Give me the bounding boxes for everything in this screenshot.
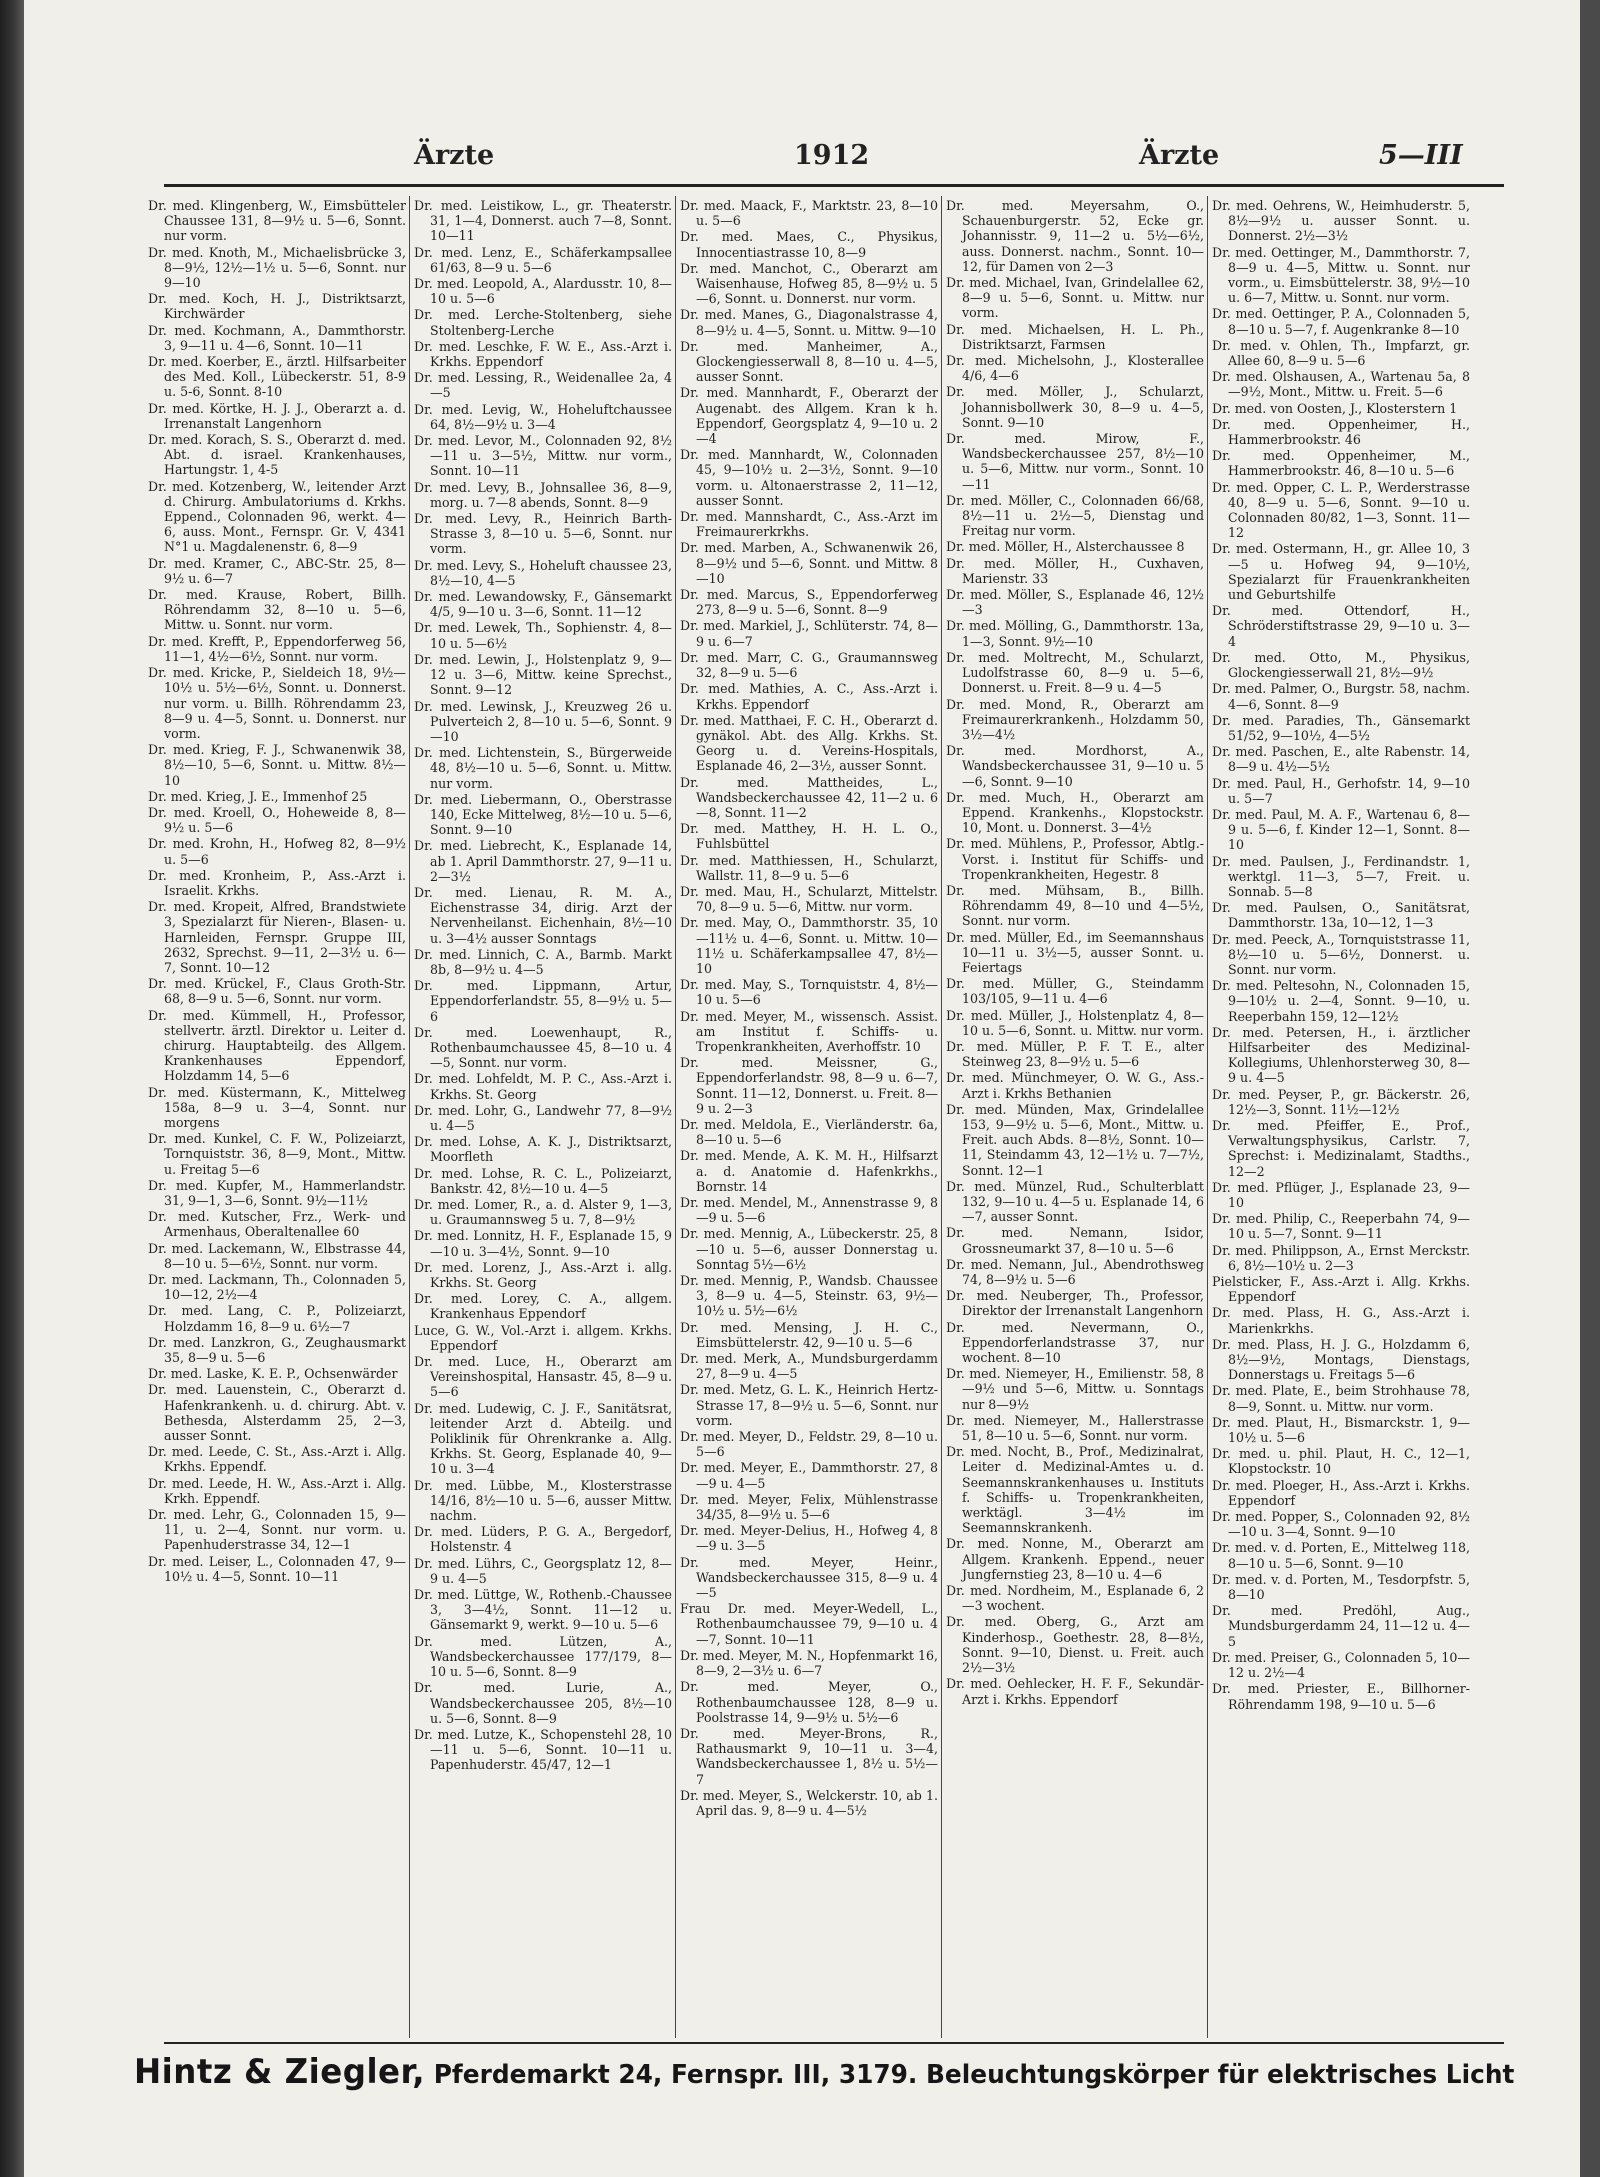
directory-entry: Dr. med. Loewenhaupt, R., Rothenbaumchaussee 45, 8—10 u. 4—5, Sonnt. nur vorm. bbox=[414, 1024, 672, 1071]
directory-entry: Dr. med. v. d. Porten, M., Tesdorpfstr. 5, 8—10 bbox=[1212, 1571, 1470, 1603]
directory-entry: Dr. med. Leschke, F. W. E., Ass.-Arzt i. Krkhs. Eppendorf bbox=[414, 338, 672, 370]
directory-entry: Dr. med. Krause, Robert, Billh. Röhrendamm 32, 8—10 u. 5—6, Mittw. u. Sonnt. nur vorm. bbox=[148, 587, 406, 633]
directory-entry: Dr. med. Mennig, A., Lübeckerstr. 25, 8—10 u. 5—6, ausser Donnerstag u. Sonntag 5½—6½ bbox=[680, 1226, 938, 1272]
directory-entry: Dr. med. Meyer, D., Feldstr. 29, 8—10 u. 5—6 bbox=[680, 1429, 938, 1460]
directory-entry: Dr. med. Korach, S. S., Oberarzt d. med. Abt. d. israel. Krankenhauses, Hartungstr. 1, 4-5 bbox=[148, 432, 406, 478]
directory-entry: Dr. med. Plate, E., beim Strohhause 78, 8—9, Sonnt. u. Mittw. nur vorm. bbox=[1212, 1383, 1470, 1414]
directory-entry: Dr. med. Plass, H. J. G., Holzdamm 6, 8½—9½, Montags, Dienstags, Donnerstags u. Freitags 5—6 bbox=[1212, 1336, 1470, 1383]
directory-entry: Dr. med. Müller, G., Steindamm 103/105, 9—11 u. 4—6 bbox=[946, 976, 1204, 1007]
directory-entry: Dr. med. Marben, A., Schwanenwik 26, 8—9½ und 5—6, Sonnt. und Mittw. 8—10 bbox=[680, 540, 938, 586]
directory-entry: Dr. med. Palmer, O., Burgstr. 58, nachm. 4—6, Sonnt. 8—9 bbox=[1212, 681, 1470, 712]
directory-entry: Dr. med. Kronheim, P., Ass.-Arzt i. Israelit. Krkhs. bbox=[148, 867, 406, 898]
directory-entry: Dr. med. Leede, C. St., Ass.-Arzt i. Allg. Krkhs. Eppendf. bbox=[148, 1444, 406, 1475]
directory-entry: Dr. med. Pflüger, J., Esplanade 23, 9—10 bbox=[1212, 1179, 1470, 1210]
directory-entry: Dr. med. Koch, H. J., Distriktsarzt, Kirchwärder bbox=[148, 291, 406, 322]
directory-entry: Dr. med. Münchmeyer, O. W. G., Ass.-Arzt i. Krkhs Bethanien bbox=[946, 1070, 1204, 1101]
directory-entry: Dr. med. Plass, H. G., Ass.-Arzt i. Marienkrkhs. bbox=[1212, 1305, 1470, 1336]
directory-entry: Dr. med. Philip, C., Reeperbahn 74, 9—10 u. 5—7, Sonnt. 9—11 bbox=[1212, 1211, 1470, 1242]
directory-entry: Dr. med. Mannshardt, C., Ass.-Arzt im Freimaurerkrkhs. bbox=[680, 509, 938, 540]
directory-entry: Dr. med. Nocht, B., Prof., Medizinalrat, Leiter d. Medizinal-Amtes u. d. Seemannskrankenhauses u. Instituts f. Schiffs- u. Tropenkrankheiten, werktägl. 3—4½ im Seemannskrankenh. bbox=[946, 1444, 1204, 1536]
directory-entry: Dr. med. Mathies, A. C., Ass.-Arzt i. Krkhs. Eppendorf bbox=[680, 681, 938, 712]
directory-entry: Dr. med. Müller, P. F. T. E., alter Steinweg 23, 8—9½ u. 5—6 bbox=[946, 1038, 1204, 1070]
directory-entry: Dr. med. Oehrens, W., Heimhuderstr. 5, 8½—9½ u. ausser Sonnt. u. Donnerst. 2½—3½ bbox=[1212, 198, 1470, 244]
directory-entry: Dr. med. Küstermann, K., Mittelweg 158a, 8—9 u. 3—4, Sonnt. nur morgens bbox=[148, 1084, 406, 1130]
directory-entry: Dr. med. Kochmann, A., Dammthorstr. 3, 9—11 u. 4—6, Sonnt. 10—11 bbox=[148, 322, 406, 353]
directory-entry: Dr. med. Paulsen, O., Sanitätsrat, Dammthorstr. 13a, 10—12, 1—3 bbox=[1212, 900, 1470, 931]
column-2 bbox=[414, 198, 672, 2038]
directory-entry: Dr. med. Levy, R., Heinrich Barth-Strasse 3, 8—10 u. 5—6, Sonnt. nur vorm. bbox=[414, 511, 672, 557]
directory-entry: Dr. med. v. Ohlen, Th., Impfarzt, gr. Allee 60, 8—9 u. 5—6 bbox=[1212, 337, 1470, 369]
directory-entry: Dr. med. v. d. Porten, E., Mittelweg 118, 8—10 u. 5—6, Sonnt. 9—10 bbox=[1212, 1540, 1470, 1571]
directory-entry: Dr. med. May, S., Tornquiststr. 4, 8½—10 u. 5—6 bbox=[680, 977, 938, 1008]
header-rule bbox=[164, 184, 1504, 187]
directory-entry: Dr. med. Meyer, M., wissensch. Assist. am Institut f. Schiffs- u. Tropenkrankheiten, Averhoffstr. 10 bbox=[680, 1008, 938, 1054]
directory-entry: Dr. med. Philippson, A., Ernst Merckstr. 6, 8½—10½ u. 2—3 bbox=[1212, 1242, 1470, 1273]
directory-entry: Dr. med. Michael, Ivan, Grindelallee 62, 8—9 u. 5—6, Sonnt. u. Mittw. nur vorm. bbox=[946, 275, 1204, 321]
directory-entry: Dr. med. Michelsohn, J., Klosterallee 4/6, 4—6 bbox=[946, 353, 1204, 384]
footer-rule bbox=[164, 2042, 1504, 2044]
directory-entry: Dr. med. Pfeiffer, E., Prof., Verwaltungsphysikus, Carlstr. 7, Sprechst: i. Medizinalamt, Stadths., 12—2 bbox=[1212, 1117, 1470, 1179]
directory-entry: Dr. med. Krückel, F., Claus Groth-Str. 68, 8—9 u. 5—6, Sonnt. nur vorm. bbox=[148, 976, 406, 1007]
directory-entry: Dr. med. Lewinsk, J., Kreuzweg 26 u. Pulverteich 2, 8—10 u. 5—6, Sonnt. 9—10 bbox=[414, 698, 672, 744]
directory-entry: Dr. med. Otto, M., Physikus, Glockengiesserwall 21, 8½—9½ bbox=[1212, 649, 1470, 681]
directory-entry: Dr. med. Körtke, H. J. J., Oberarzt a. d. Irrenanstalt Langenhorn bbox=[148, 400, 406, 431]
directory-entry: Dr. med. Oberg, G., Arzt am Kinderhosp., Goethestr. 28, 8—8½, Sonnt. 9—10, Dienst. u. Freit. auch 2½—3½ bbox=[946, 1614, 1204, 1676]
directory-entry: Dr. med. Lohfeldt, M. P. C., Ass.-Arzt i. Krkhs. St. Georg bbox=[414, 1071, 672, 1102]
directory-entry: Dr. med. Lackemann, W., Elbstrasse 44, 8—10 u. 5—6½, Sonnt. nur vorm. bbox=[148, 1240, 406, 1271]
directory-entry: Dr. med. Manheimer, A., Glockengiesserwall 8, 8—10 u. 4—5, ausser Sonnt. bbox=[680, 338, 938, 385]
directory-entry: Dr. med. Möller, J., Schularzt, Johannisbollwerk 30, 8—9 u. 4—5, Sonnt. 9—10 bbox=[946, 384, 1204, 430]
directory-entry: Dr. med. Moltrecht, M., Schularzt, Ludolfstrasse 60, 8—9 u. 5—6, Donnerst. u. Freit. 8—9 u. 4—5 bbox=[946, 649, 1204, 696]
directory-entry: Dr. med. Kropeit, Alfred, Brandstwiete 3, Spezialarzt für Nieren-, Blasen- u. Harnleiden, Fernspr. Gruppe III, 2632, Sprechst. 9—11, 2—3½ u. 6—7, Sonnt. 10—12 bbox=[148, 899, 406, 975]
directory-entry: Dr. med. Ostermann, H., gr. Allee 10, 3—5 u. Hofweg 94, 9—10½, Spezialarzt für Frauenkrankheiten und Geburtshilfe bbox=[1212, 541, 1470, 603]
directory-entry: Dr. med. May, O., Dammthorstr. 35, 10—11½ u. 4—6, Sonnt. u. Mittw. 10—11½ u. Schäferkampsallee 47, 8½—10 bbox=[680, 915, 938, 976]
directory-entry: Dr. med. Klingenberg, W., Eimsbütteler Chaussee 131, 8—9½ u. 5—6, Sonnt. nur vorm. bbox=[148, 198, 406, 244]
directory-entry: Dr. med. Meissner, G., Eppendorferlandstr. 98, 8—9 u. 6—7, Sonnt. 11—12, Donnerst. u. Freit. 8—9 u. 2—3 bbox=[680, 1055, 938, 1116]
directory-entry: Dr. med. Paul, M. A. F., Wartenau 6, 8—9 u. 5—6, f. Kinder 12—1, Sonnt. 8—10 bbox=[1212, 806, 1470, 853]
directory-entry: Dr. med. Manchot, C., Oberarzt am Waisenhause, Hofweg 85, 8—9½ u. 5—6, Sonnt. u. Donnerst. nur vorm. bbox=[680, 260, 938, 307]
directory-entry: Dr. med. Lewek, Th., Sophienstr. 4, 8—10 u. 5—6½ bbox=[414, 620, 672, 651]
directory-entry: Dr. med. Nonne, M., Oberarzt am Allgem. Krankenh. Eppend., neuer Jungfernstieg 23, 8—10 u. 4—6 bbox=[946, 1536, 1204, 1582]
directory-entry: Dr. med. Mölling, G., Dammthorstr. 13a, 1—3, Sonnt. 9½—10 bbox=[946, 618, 1204, 649]
directory-entry: Dr. med. Paul, H., Gerhofstr. 14, 9—10 u. 5—7 bbox=[1212, 775, 1470, 806]
directory-entry: Dr. med. Krieg, F. J., Schwanenwik 38, 8½—10, 5—6, Sonnt. u. Mittw. 8½—10 bbox=[148, 742, 406, 788]
directory-entry: Dr. med. Meyer, S., Welckerstr. 10, ab 1. April das. 9, 8—9 u. 4—5½ bbox=[680, 1787, 938, 1818]
directory-entry: Dr. med. Kunkel, C. F. W., Polizeiarzt, Tornquiststr. 36, 8—9, Mont., Mittw. u. Freitag 5—6 bbox=[148, 1131, 406, 1177]
directory-entry: Dr. med. Kutscher, Frz., Werk- und Armenhaus, Oberaltenallee 60 bbox=[148, 1209, 406, 1240]
directory-entry: Dr. med. Kupfer, M., Hammerlandstr. 31, 9—1, 3—6, Sonnt. 9½—11½ bbox=[148, 1177, 406, 1208]
directory-entry: Dr. med. Möller, S., Esplanade 46, 12½—3 bbox=[946, 587, 1204, 618]
directory-entry: Dr. med. Lührs, C., Georgsplatz 12, 8—9 u. 4—5 bbox=[414, 1555, 672, 1586]
directory-entry: Dr. med. Levy, B., Johnsallee 36, 8—9, morg. u. 7—8 abends, Sonnt. 8—9 bbox=[414, 479, 672, 510]
directory-entry: Dr. med. Plaut, H., Bismarckstr. 1, 9—10½ u. 5—6 bbox=[1212, 1414, 1470, 1446]
directory-entry: Dr. med. Merk, A., Mundsburgerdamm 27, 8—9 u. 4—5 bbox=[680, 1351, 938, 1382]
directory-entry: Dr. med. Krefft, P., Eppendorferweg 56, 11—1, 4½—6½, Sonnt. nur vorm. bbox=[148, 633, 406, 664]
directory-entry: Dr. med. Linnich, C. A., Barmb. Markt 8b, 8—9½ u. 4—5 bbox=[414, 946, 672, 977]
header-year: 1912 bbox=[794, 140, 870, 171]
advertisement-text: Pferdemarkt 24, Fernspr. III, 3179. Beleuchtungskörper für elektrisches Licht bbox=[425, 2060, 1515, 2090]
directory-entry: Dr. med. Oehlecker, H. F. F., Sekundär-Arzt i. Krkhs. Eppendorf bbox=[946, 1676, 1204, 1707]
directory-entry: Dr. med. Lackmann, Th., Colonnaden 5, 10—12, 2½—4 bbox=[148, 1272, 406, 1303]
directory-entry: Dr. med. Meyer-Delius, H., Hofweg 4, 8—9 u. 3—5 bbox=[680, 1523, 938, 1554]
directory-entry: Dr. med. Liebermann, O., Oberstrasse 140, Ecke Mittelweg, 8½—10 u. 5—6, Sonnt. 9—10 bbox=[414, 791, 672, 838]
directory-entry: Dr. med. Knoth, M., Michaelisbrücke 3, 8—9½, 12½—1½ u. 5—6, Sonnt. nur 9—10 bbox=[148, 244, 406, 291]
directory-entry: Dr. med. u. phil. Plaut, H. C., 12—1, Klopstockstr. 10 bbox=[1212, 1446, 1470, 1477]
header-section-title-right: Ärzte bbox=[1139, 140, 1220, 171]
directory-entry: Dr. med. Mende, A. K. M. H., Hilfsarzt a. d. Anatomie d. Hafenkrkhs., Bornstr. 14 bbox=[680, 1148, 938, 1194]
directory-entry: Dr. med. Lomer, R., a. d. Alster 9, 1—3, u. Graumannsweg 5 u. 7, 8—9½ bbox=[414, 1197, 672, 1228]
directory-entry: Dr. med. Levor, M., Colonnaden 92, 8½—11 u. 3—5½, Mittw. nur vorm., Sonnt. 10—11 bbox=[414, 433, 672, 479]
directory-entry: Dr. med. Neuberger, Th., Professor, Direktor der Irrenanstalt Langenhorn bbox=[946, 1288, 1204, 1319]
directory-entry: Dr. med. Oettinger, M., Dammthorstr. 7, 8—9 u. 4—5, Mittw. u. Sonnt. nur vorm., u. Eimsbüttelerstr. 38, 9½—10 u. 6—7, Mittw. u. Sonnt. nur vorm. bbox=[1212, 244, 1470, 306]
directory-entry: Dr. med. Metz, G. L. K., Heinrich Hertz-Strasse 17, 8—9½ u. 5—6, Sonnt. nur vorm. bbox=[680, 1382, 938, 1428]
advertisement-banner bbox=[134, 2052, 1515, 2092]
directory-entry: Dr. med. Meyersahm, O., Schauenburgerstr. 52, Ecke gr. Johannisstr. 9, 11—2 u. 5½—6½, auss. Donnerst. nachm., Sonnt. 10—12, für Damen von 2—3 bbox=[946, 198, 1204, 274]
column-4 bbox=[946, 198, 1204, 2038]
directory-entry: Dr. med. Mond, R., Oberarzt am Freimaurerkrankenh., Holzdamm 50, 3½—4½ bbox=[946, 696, 1204, 742]
directory-entry: Dr. med. Lenz, E., Schäferkampsallee 61/63, 8—9 u. 5—6 bbox=[414, 244, 672, 275]
column-divider bbox=[941, 196, 942, 2038]
column-divider bbox=[675, 196, 676, 2038]
directory-entry: Dr. med. Maack, F., Marktstr. 23, 8—10 u. 5—6 bbox=[680, 198, 938, 229]
directory-entry: Dr. med. Marr, C. G., Graumannsweg 32, 8—9 u. 5—6 bbox=[680, 649, 938, 681]
page-header bbox=[24, 140, 1580, 180]
directory-entry: Frau Dr. med. Meyer-Wedell, L., Rothenbaumchaussee 79, 9—10 u. 4—7, Sonnt. 10—11 bbox=[680, 1601, 938, 1647]
directory-entry: Dr. med. Lonnitz, H. F., Esplanade 15, 9—10 u. 3—4½, Sonnt. 9—10 bbox=[414, 1228, 672, 1259]
directory-entry: Dr. med. Mau, H., Schularzt, Mittelstr. 70, 8—9 u. 5—6, Mittw. nur vorm. bbox=[680, 883, 938, 915]
directory-entry: Dr. med. Möller, C., Colonnaden 66/68, 8½—11 u. 2½—5, Dienstag und Freitag nur vorm. bbox=[946, 492, 1204, 539]
directory-entry: Dr. med. Lerche-Stoltenberg, siehe Stoltenberg-Lerche bbox=[414, 307, 672, 338]
directory-entry: Dr. med. Lichtenstein, S., Bürgerweide 48, 8½—10 u. 5—6, Sonnt. u. Mittw. nur vorm. bbox=[414, 745, 672, 791]
directory-entry: Dr. med. Niemeyer, H., Emilienstr. 58, 8—9½ und 5—6, Mittw. u. Sonntags nur 8—9½ bbox=[946, 1366, 1204, 1412]
directory-entry: Dr. med. Michaelsen, H. L. Ph., Distriktsarzt, Farmsen bbox=[946, 321, 1204, 352]
directory-entry: Dr. med. Kramer, C., ABC-Str. 25, 8—9½ u. 6—7 bbox=[148, 555, 406, 586]
directory-entry: Dr. med. Paulsen, J., Ferdinandstr. 1, werktgl. 11—3, 5—7, Freit. u. Sonnab. 5—8 bbox=[1212, 853, 1470, 899]
directory-entry: Dr. med. Mensing, J. H. C., Eimsbüttelerstr. 42, 9—10 u. 5—6 bbox=[680, 1319, 938, 1350]
directory-entry: Dr. med. Kotzenberg, W., leitender Arzt d. Chirurg. Ambulatoriums d. Krkhs. Eppend., Colonnaden 96, werkt. 4—6, auss. Mont., Fernspr. Gr. V, 4341 N°1 u. Magdalenenstr. 6, 8—9 bbox=[148, 478, 406, 555]
directory-entry: Dr. med. Leede, H. W., Ass.-Arzt i. Allg. Krkh. Eppendf. bbox=[148, 1475, 406, 1506]
directory-entry: Dr. med. Müller, J., Holstenplatz 4, 8—10 u. 5—6, Sonnt. u. Mittw. nur vorm. bbox=[946, 1007, 1204, 1038]
directory-entry: Dr. med. Lauenstein, C., Oberarzt d. Hafenkrankenh. u. d. chirurg. Abt. v. Bethesda, Alsterdamm 25, 2—3, ausser Sonnt. bbox=[148, 1382, 406, 1444]
directory-entry: Dr. med. Liebrecht, K., Esplanade 14, ab 1. April Dammthorstr. 27, 9—11 u. 2—3½ bbox=[414, 838, 672, 884]
directory-entry: Dr. med. Ploeger, H., Ass.-Arzt i. Krkhs. Eppendorf bbox=[1212, 1477, 1470, 1508]
directory-entry: Dr. med. Mühsam, B., Billh. Röhrendamm 49, 8—10 und 4—5½, Sonnt. nur vorm. bbox=[946, 882, 1204, 929]
directory-entry: Dr. med. Nordheim, M., Esplanade 6, 2—3 wochent. bbox=[946, 1583, 1204, 1614]
directory-entry: Dr. med. Kricke, P., Sieldeich 18, 9½—10½ u. 5½—6½, Sonnt. u. Donnerst. nur vorm. u. Billh. Röhrendamm 23, 8—9 u. 4—5, Sonnt. u. Donnerst. nur vorm. bbox=[148, 665, 406, 741]
directory-entry: Dr. med. Mannhardt, W., Colonnaden 45, 9—10½ u. 2—3½, Sonnt. 9—10 vorm. u. Altonaerstrasse 2, 11—12, ausser Sonnt. bbox=[680, 447, 938, 508]
directory-entry: Dr. med. Olshausen, A., Wartenau 5a, 8—9½, Mont., Mittw. u. Freit. 5—6 bbox=[1212, 369, 1470, 400]
directory-entry: Dr. med. Krohn, H., Hofweg 82, 8—9½ u. 5—6 bbox=[148, 836, 406, 867]
directory-entry: Dr. med. Oppenheimer, M., Hammerbrookstr. 46, 8—10 u. 5—6 bbox=[1212, 448, 1470, 479]
column-1 bbox=[148, 198, 406, 2038]
directory-entry: Dr. med. Meyer-Brons, R., Rathausmarkt 9, 10—11 u. 3—4, Wandsbeckerchaussee 1, 8½ u. 5½—7 bbox=[680, 1725, 938, 1787]
directory-entry: Dr. med. Peyser, P., gr. Bäckerstr. 26, 12½—3, Sonnt. 11½—12½ bbox=[1212, 1086, 1470, 1117]
directory-entry: Dr. med. Lienau, R. M. A., Eichenstrasse 34, dirig. Arzt der Nervenheilanst. Eichenhain, 8½—10 u. 3—4½ ausser Sonntags bbox=[414, 884, 672, 946]
directory-entry: Dr. med. Lüttge, W., Rothenb.-Chaussee 3, 3—4½, Sonnt. 11—12 u. Gänsemarkt 9, werkt. 9—10 u. 5—6 bbox=[414, 1587, 672, 1633]
directory-entry: Dr. med. Nevermann, O., Eppendorferlandstrasse 37, nur wochent. 8—10 bbox=[946, 1319, 1204, 1366]
directory-entry: Dr. med. Lang, C. P., Polizeiarzt, Holzdamm 16, 8—9 u. 6½—7 bbox=[148, 1303, 406, 1334]
directory-entry: Dr. med. Matthiessen, H., Schularzt, Wallstr. 11, 8—9 u. 5—6 bbox=[680, 852, 938, 883]
directory-entry: Dr. med. Leistikow, L., gr. Theaterstr. 31, 1—4, Donnerst. auch 7—8, Sonnt. 10—11 bbox=[414, 198, 672, 244]
directory-entry: Dr. med. Oettinger, P. A., Colonnaden 5, 8—10 u. 5—7, f. Augenkranke 8—10 bbox=[1212, 306, 1470, 337]
directory-entry: Dr. med. Nemann, Isidor, Grossneumarkt 37, 8—10 u. 5—6 bbox=[946, 1225, 1204, 1256]
directory-entry: Dr. med. Priester, E., Billhorner-Röhrendamm 198, 9—10 u. 5—6 bbox=[1212, 1681, 1470, 1712]
directory-entry: Dr. med. Kroell, O., Hoheweide 8, 8—9½ u. 5—6 bbox=[148, 804, 406, 836]
directory-entry: Dr. med. Mirow, F., Wandsbeckerchaussee 257, 8½—10 u. 5—6, Mittw. nur vorm., Sonnt. 10—11 bbox=[946, 431, 1204, 492]
directory-entry: Dr. med. Manes, G., Diagonalstrasse 4, 8—9½ u. 4—5, Sonnt. u. Mittw. 9—10 bbox=[680, 307, 938, 338]
directory-entry: Dr. med. Niemeyer, M., Hallerstrasse 51, 8—10 u. 5—6, Sonnt. nur vorm. bbox=[946, 1412, 1204, 1444]
directory-entry: Dr. med. Opper, C. L. P., Werderstrasse 40, 8—9 u. 5—6, Sonnt. 9—10 u. Colonnaden 80/82, 1—3, Sonnt. 11—12 bbox=[1212, 479, 1470, 541]
directory-entry: Dr. med. Nemann, Jul., Abendrothsweg 74, 8—9½ u. 5—6 bbox=[946, 1256, 1204, 1288]
directory-entry: Dr. med. Münzel, Rud., Schulterblatt 132, 9—10 u. 4—5 u. Esplanade 14, 6—7, ausser Sonnt. bbox=[946, 1178, 1204, 1225]
directory-entry: Dr. med. Lurie, A., Wandsbeckerchaussee 205, 8½—10 u. 5—6, Sonnt. 8—9 bbox=[414, 1680, 672, 1726]
column-5 bbox=[1212, 198, 1470, 2038]
directory-entry: Dr. med. Maes, C., Physikus, Innocentiastrasse 10, 8—9 bbox=[680, 229, 938, 260]
directory-entry: Dr. med. Lorey, C. A., allgem. Krankenhaus Eppendorf bbox=[414, 1291, 672, 1322]
column-divider bbox=[1207, 196, 1208, 2038]
directory-entry: Dr. med. Lehr, G., Colonnaden 15, 9—11, u. 2—4, Sonnt. nur vorm. u. Papenhuderstrasse 34, 12—1 bbox=[148, 1507, 406, 1553]
directory-entry: Dr. med. Meyer, E., Dammthorstr. 27, 8—9 u. 4—5 bbox=[680, 1460, 938, 1491]
directory-entry: Dr. med. Marcus, S., Eppendorferweg 273, 8—9 u. 5—6, Sonnt. 8—9 bbox=[680, 587, 938, 618]
directory-entry: Dr. med. Levig, W., Hoheluftchaussee 64, 8½—9½ u. 3—4 bbox=[414, 401, 672, 432]
directory-entry: Dr. med. Lippmann, Artur, Eppendorferlandstr. 55, 8—9½ u. 5—6 bbox=[414, 978, 672, 1024]
directory-entry: Dr. med. Lohr, G., Landwehr 77, 8—9½ u. 4—5 bbox=[414, 1102, 672, 1133]
directory-entry: Dr. med. Meyer, Felix, Mühlenstrasse 34/35, 8—9½ u. 5—6 bbox=[680, 1491, 938, 1523]
directory-entry: Dr. med. Mendel, M., Annenstrasse 9, 8—9 u. 5—6 bbox=[680, 1195, 938, 1226]
directory-entry: Dr. med. Much, H., Oberarzt am Eppend. Krankenhs., Klopstockstr. 10, Mont. u. Donnerst. 3—4½ bbox=[946, 789, 1204, 836]
directory-entry: Dr. med. Laske, K. E. P., Ochsenwärder bbox=[148, 1366, 398, 1382]
advertiser-name: Hintz & Ziegler, bbox=[134, 2052, 426, 2092]
directory-entry: Dr. med. Müller, Ed., im Seemannshaus 10—11 u. 3½—5, ausser Sonnt. u. Feiertags bbox=[946, 929, 1204, 975]
directory-entry: Dr. med. Paschen, E., alte Rabenstr. 14, 8—9 u. 4½—5½ bbox=[1212, 744, 1470, 775]
directory-entry: Dr. med. Lutze, K., Schopenstehl 28, 10—11 u. 5—6, Sonnt. 10—11 u. Papenhuderstr. 45/47, 12—1 bbox=[414, 1726, 672, 1773]
directory-entry: Dr. med. Leiser, L., Colonnaden 47, 9—10½ u. 4—5, Sonnt. 10—11 bbox=[148, 1553, 406, 1584]
directory-entry: Dr. med. Levy, S., Hoheluft chaussee 23, 8½—10, 4—5 bbox=[414, 557, 672, 588]
directory-entry: Dr. med. Lessing, R., Weidenallee 2a, 4—5 bbox=[414, 370, 672, 401]
directory-entry: Dr. med. Popper, S., Colonnaden 92, 8½—10 u. 3—4, Sonnt. 9—10 bbox=[1212, 1509, 1470, 1540]
directory-entry: Dr. med. Ludewig, C. J. F., Sanitätsrat, leitender Arzt d. Abteilg. und Poliklinik für Ohrenkranke a. Allg. Krkhs. St. Georg, Esplanade 40, 9—10 u. 3—4 bbox=[414, 1400, 672, 1477]
directory-page bbox=[24, 0, 1580, 2177]
directory-entry: Dr. med. Ottendorf, H., Schröderstiftstrasse 29, 9—10 u. 3—4 bbox=[1212, 603, 1470, 649]
directory-entry: Dr. med. Oppenheimer, H., Hammerbrookstr. 46 bbox=[1212, 416, 1470, 448]
directory-entry: Dr. med. Kümmell, H., Professor, stellvertr. ärztl. Direktor u. Leiter d. chirurg. Hauptabteilg. des Allgem. Krankenhauses Eppendorf, Holzdamm 14, 5—6 bbox=[148, 1007, 406, 1084]
column-3 bbox=[680, 198, 938, 2038]
directory-entry: Dr. med. Lübbe, M., Klosterstrasse 14/16, 8½—10 u. 5—6, ausser Mittw. nachm. bbox=[414, 1477, 672, 1524]
directory-entry: Dr. med. Luce, H., Oberarzt am Vereinshospital, Hansastr. 45, 8—9 u. 5—6 bbox=[414, 1354, 672, 1400]
directory-entry: Dr. med. Petersen, H., i. ärztlicher Hilfsarbeiter des Medizinal-Kollegiums, Uhlenhorsterweg 30, 8—9 u. 4—5 bbox=[1212, 1024, 1470, 1086]
directory-entry: Dr. med. Meldola, E., Vierländerstr. 6a, 8—10 u. 5—6 bbox=[680, 1116, 938, 1148]
directory-entry: Pielsticker, F., Ass.-Arzt i. Allg. Krkhs. Eppendorf bbox=[1212, 1274, 1470, 1305]
directory-entry: Dr. med. Lüders, P. G. A., Bergedorf, Holstenstr. 4 bbox=[414, 1524, 672, 1555]
directory-entry: Dr. med. Lorenz, J., Ass.-Arzt i. allg. Krkhs. St. Georg bbox=[414, 1259, 672, 1291]
book-binding-edge bbox=[0, 0, 24, 2177]
directory-entry: Dr. med. Mordhorst, A., Wandsbeckerchaussee 31, 9—10 u. 5—6, Sonnt. 9—10 bbox=[946, 743, 1204, 789]
directory-entry: Dr. med. Lohse, R. C. L., Polizeiarzt, Bankstr. 42, 8½—10 u. 4—5 bbox=[414, 1165, 672, 1196]
directory-entry: Dr. med. Lewin, J., Holstenplatz 9, 9—12 u. 3—6, Mittw. keine Sprechst., Sonnt. 9—12 bbox=[414, 651, 672, 698]
directory-entry: Dr. med. Matthaei, F. C. H., Oberarzt d. gynäkol. Abt. des Allg. Krkhs. St. Georg u. d. Vereins-Hospitals, Esplanade 46, 2—3½, ausser Sonnt. bbox=[680, 712, 938, 774]
directory-entry: Dr. med. Mühlens, P., Professor, Abtlg.-Vorst. i. Institut für Schiffs- und Tropenkrankheiten, Hegestr. 8 bbox=[946, 836, 1204, 882]
directory-entry: Dr. med. von Oosten, J., Klosterstern 1 bbox=[1212, 400, 1458, 416]
directory-entry: Dr. med. Lohse, A. K. J., Distriktsarzt, Moorfleth bbox=[414, 1134, 672, 1165]
directory-entry: Dr. med. Meyer, Heinr., Wandsbeckerchaussee 315, 8—9 u. 4—5 bbox=[680, 1554, 938, 1601]
directory-entry: Dr. med. Koerber, E., ärztl. Hilfsarbeiter des Med. Koll., Lübeckerstr. 51, 8-9 u. 5-6, Sonnt. 8-10 bbox=[148, 354, 406, 400]
directory-entry: Dr. med. Meyer, O., Rothenbaumchaussee 128, 8—9 u. Poolstrasse 14, 9—9½ u. 5½—6 bbox=[680, 1679, 938, 1725]
header-section-title: Ärzte bbox=[414, 140, 495, 171]
directory-entry: Dr. med. Lanzkron, G., Zeughausmarkt 35, 8—9 u. 5—6 bbox=[148, 1334, 406, 1366]
directory-entry: Dr. med. Meyer, M. N., Hopfenmarkt 16, 8—9, 2—3½ u. 6—7 bbox=[680, 1647, 938, 1679]
directory-entry: Dr. med. Mennig, P., Wandsb. Chaussee 3, 8—9 u. 4—5, Steinstr. 63, 9½—10½ u. 5½—6½ bbox=[680, 1273, 938, 1319]
page-number: 5—III bbox=[1379, 140, 1463, 171]
directory-entry: Dr. med. Paradies, Th., Gänsemarkt 51/52, 9—10½, 4—5½ bbox=[1212, 712, 1470, 743]
directory-entry: Dr. med. Predöhl, Aug., Mundsburgerdamm 24, 11—12 u. 4—5 bbox=[1212, 1603, 1470, 1649]
directory-entry: Dr. med. Möller, H., Alsterchaussee 8 bbox=[946, 539, 1185, 555]
directory-entry: Dr. med. Münden, Max, Grindelallee 153, 9—9½ u. 5—6, Mont., Mittw. u. Freit. auch Abds. 8—8½, Sonnt. 10—11, Steindamm 43, 12—1½ u. 7—7½, Sonnt. 12—1 bbox=[946, 1101, 1204, 1178]
directory-entry: Dr. med. Möller, H., Cuxhaven, Marienstr. 33 bbox=[946, 555, 1204, 586]
column-divider bbox=[409, 196, 410, 2038]
directory-entry: Luce, G. W., Vol.-Arzt i. allgem. Krkhs. Eppendorf bbox=[414, 1322, 672, 1353]
directory-entry: Dr. med. Matthey, H. H. L. O., Fuhlsbüttel bbox=[680, 821, 938, 852]
directory-entry: Dr. med. Peltesohn, N., Colonnaden 15, 9—10½ u. 2—4, Sonnt. 9—10, u. Reeperbahn 159, 12—12½ bbox=[1212, 978, 1470, 1024]
directory-entry: Dr. med. Markiel, J., Schlüterstr. 74, 8—9 u. 6—7 bbox=[680, 618, 938, 649]
directory-entry: Dr. med. Lewandowsky, F., Gänsemarkt 4/5, 9—10 u. 3—6, Sonnt. 11—12 bbox=[414, 589, 672, 620]
directory-entry: Dr. med. Lützen, A., Wandsbeckerchaussee 177/179, 8—10 u. 5—6, Sonnt. 8—9 bbox=[414, 1633, 672, 1680]
directory-entry: Dr. med. Mattheides, L., Wandsbeckerchaussee 42, 11—2 u. 6—8, Sonnt. 11—2 bbox=[680, 774, 938, 820]
directory-entry: Dr. med. Leopold, A., Alardusstr. 10, 8—10 u. 5—6 bbox=[414, 276, 672, 307]
directory-entry: Dr. med. Krieg, J. E., Immenhof 25 bbox=[148, 788, 368, 804]
directory-entry: Dr. med. Mannhardt, F., Oberarzt der Augenabt. des Allgem. Kran k h. Eppendorf, Georgsplatz 4, 9—10 u. 2—4 bbox=[680, 385, 938, 447]
directory-entry: Dr. med. Peeck, A., Tornquiststrasse 11, 8½—10 u. 5—6½, Donnerst. u. Sonnt. nur vorm. bbox=[1212, 931, 1470, 977]
directory-entry: Dr. med. Preiser, G., Colonnaden 5, 10—12 u. 2½—4 bbox=[1212, 1649, 1470, 1681]
